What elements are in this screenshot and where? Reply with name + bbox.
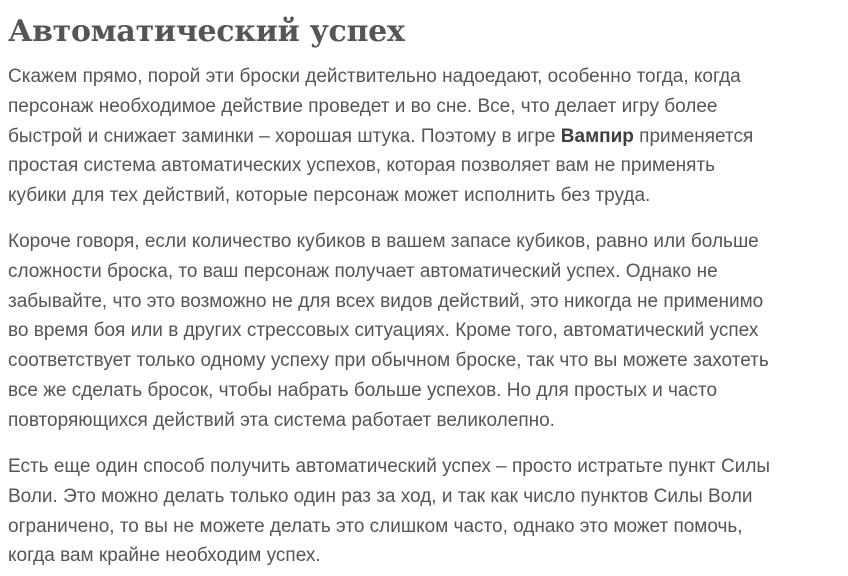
paragraph-line: когда вам крайне необходим успех. (8, 545, 321, 567)
paragraph-line: персонаж необходимое действие проведет и во сне. Все, что делает игру более (8, 95, 718, 117)
paragraph-line: кубики для тех действий, которые персонаж может исполнить без труда. (8, 185, 651, 207)
paragraph-line (8, 122, 844, 152)
paragraph-line: соответствует только одному успеху при обычном броске, так что вы можете захотеть (8, 350, 769, 372)
paragraph-line: сложности броска, то ваш персонаж получает автоматический успех. Однако не (8, 260, 718, 282)
paragraph-text: применяется (639, 125, 754, 147)
paragraph-2 (8, 227, 844, 436)
paragraph-1 (8, 62, 844, 211)
paragraph-line: во время боя или в других стрессовых ситуациях. Кроме того, автоматический успех (8, 320, 759, 342)
paragraph-line: Скажем прямо, порой эти броски действительно надоедают, особенно тогда, когда (8, 66, 741, 87)
vampire-game-name: Вампир (560, 125, 634, 147)
paragraph-line: Воли. Это можно делать только один раз за ход, и так как число пунктов Силы Воли (8, 485, 753, 507)
paragraph-line: простая система автоматических успехов, которая позволяет вам не применять (8, 155, 716, 177)
paragraph-line: повторяющихся действий эта система работает великолепно. (8, 409, 555, 431)
paragraph-line: забывайте, что это возможно не для всех видов действий, это никогда не применимо (8, 290, 764, 312)
paragraph-line: ограничено, то вы не можете делать это слишком часто, однако это может помочь, (8, 515, 743, 537)
article-title: Автоматический успех (8, 14, 405, 49)
paragraph-text: быстрой и снижает заминки – хорошая штука. Поэтому в игре (8, 125, 556, 147)
paragraph-3 (8, 452, 844, 571)
paragraph-line: Есть еще один способ получить автоматический успех – просто истратьте пункт Силы (8, 456, 771, 477)
paragraph-line: все же сделать бросок, чтобы набрать больше успехов. Но для простых и часто (8, 379, 718, 401)
paragraph-line: Короче говоря, если количество кубиков в вашем запасе кубиков, равно или больше (8, 231, 759, 252)
